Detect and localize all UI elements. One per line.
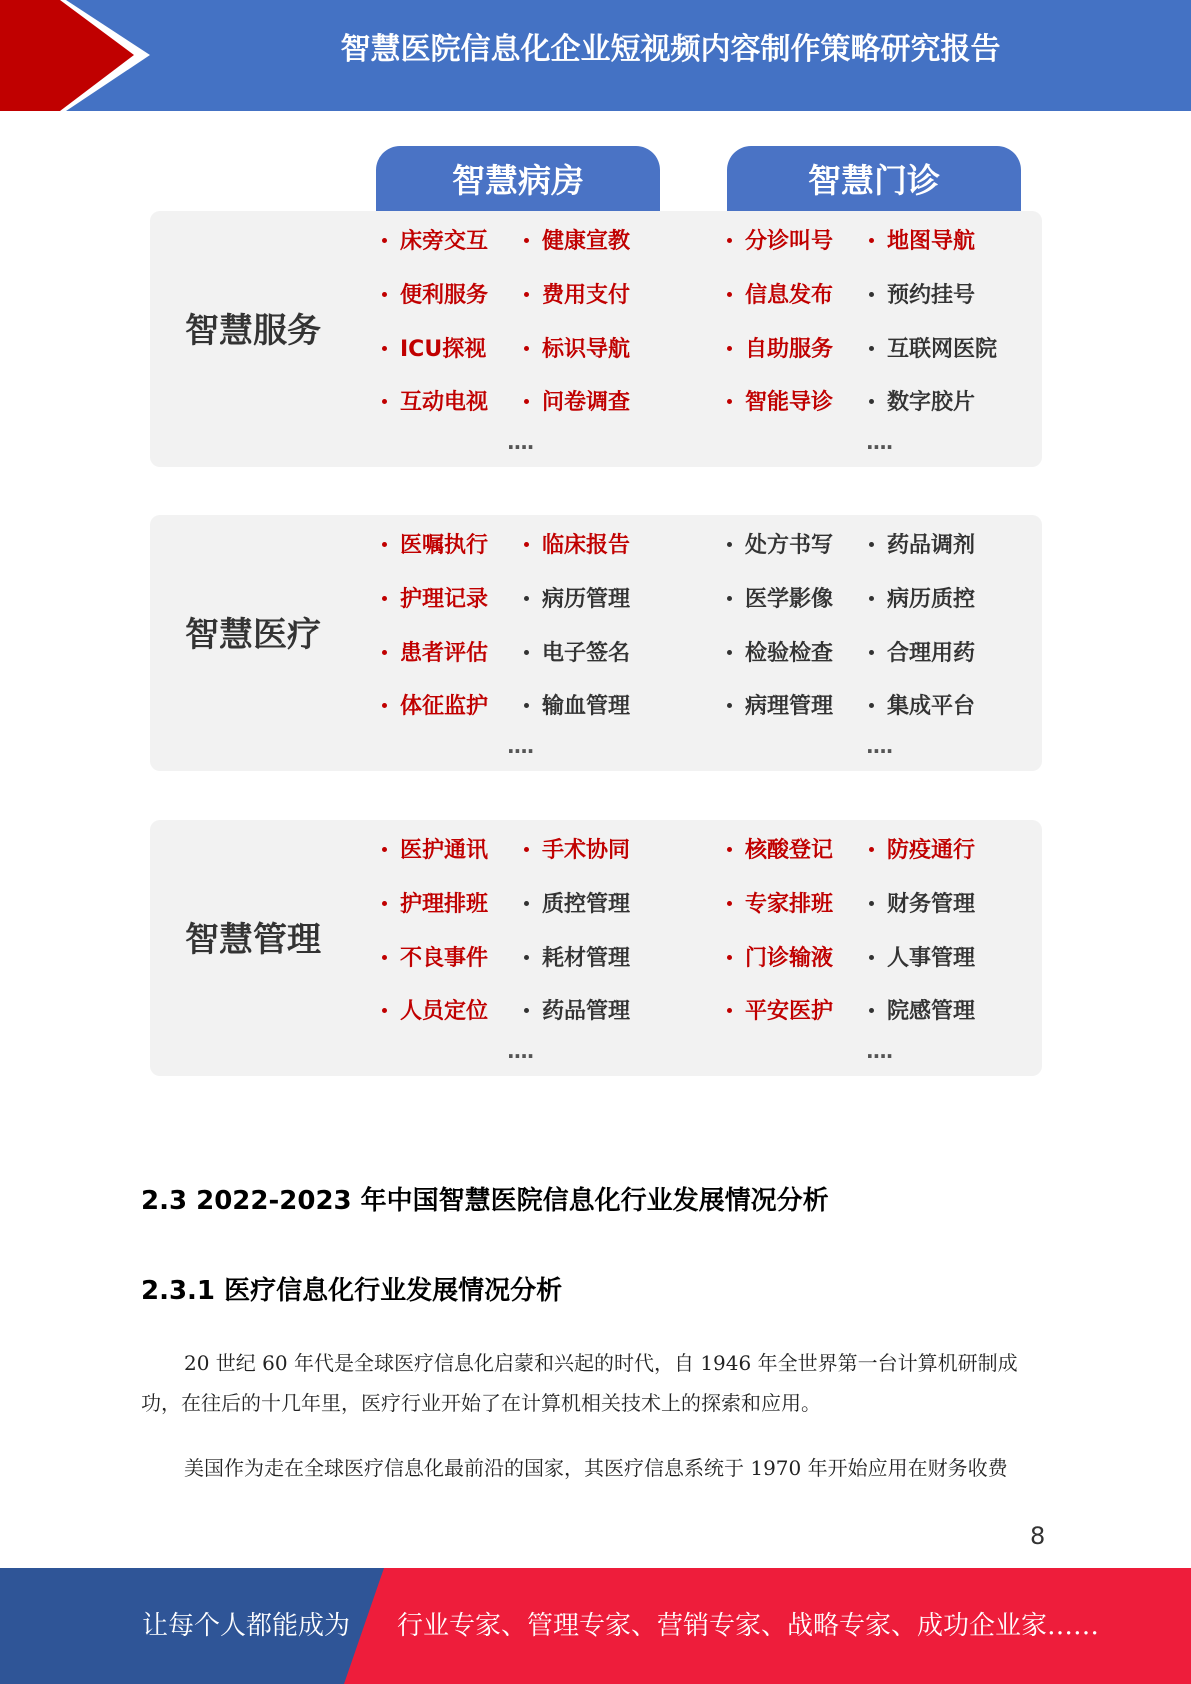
bullet-dot-icon xyxy=(869,399,874,404)
bullet-dot-icon xyxy=(382,901,387,906)
tab-smart-clinic: 智慧门诊 xyxy=(727,146,1021,211)
bullet-dot-icon xyxy=(727,955,732,960)
feature-item xyxy=(727,837,833,865)
bullet-dot-icon xyxy=(869,847,874,852)
bullet-dot-icon xyxy=(869,542,874,547)
feature-item-label: 防疫通行 xyxy=(887,838,976,863)
bullet-dot-icon xyxy=(727,238,732,243)
bullet-dot-icon xyxy=(869,955,874,960)
feature-item xyxy=(869,336,997,364)
feature-item xyxy=(524,693,630,721)
feature-item xyxy=(727,640,833,668)
bullet-dot-icon xyxy=(524,399,529,404)
body-paragraph: 美国作为走在全球医疗信息化最前沿的国家，其医疗信息系统于 1970 年开始应用在财务收费 xyxy=(184,1456,1008,1480)
bullet-dot-icon xyxy=(524,346,529,351)
bullet-dot-icon xyxy=(727,292,732,297)
bullet-dot-icon xyxy=(524,542,529,547)
feature-item-label: 互联网医院 xyxy=(887,337,998,362)
feature-item xyxy=(727,998,833,1026)
bullet-dot-icon xyxy=(524,292,529,297)
feature-item-label: 问卷调查 xyxy=(542,390,631,415)
bullet-dot-icon xyxy=(382,346,387,351)
feature-item xyxy=(869,945,975,973)
feature-item xyxy=(869,837,975,865)
feature-item xyxy=(524,336,630,364)
feature-item-label: 专家排班 xyxy=(745,892,834,917)
feature-item-label: 人员定位 xyxy=(400,999,489,1024)
feature-item-label: 费用支付 xyxy=(542,283,631,308)
feature-item xyxy=(524,640,630,668)
section-heading-2-3-1: 2.3.1 医疗信息化行业发展情况分析 xyxy=(141,1276,563,1306)
feature-item-label: 电子签名 xyxy=(542,641,631,666)
section-heading-2-3: 2.3 2022-2023 年中国智慧医院信息化行业发展情况分析 xyxy=(141,1186,829,1216)
bullet-dot-icon xyxy=(869,650,874,655)
bullet-dot-icon xyxy=(382,955,387,960)
feature-item-label: 平安医护 xyxy=(745,999,834,1024)
bullet-dot-icon xyxy=(727,1008,732,1013)
feature-item xyxy=(382,837,488,865)
more-ellipsis: ···· xyxy=(866,435,893,459)
feature-item xyxy=(869,282,975,310)
feature-item xyxy=(869,998,975,1026)
bullet-dot-icon xyxy=(524,650,529,655)
feature-item-label: 输血管理 xyxy=(542,694,631,719)
feature-item xyxy=(382,891,488,919)
feature-item-label: 智能导诊 xyxy=(745,390,834,415)
bullet-dot-icon xyxy=(382,703,387,708)
feature-item xyxy=(727,389,833,417)
bullet-dot-icon xyxy=(382,847,387,852)
bullet-dot-icon xyxy=(727,703,732,708)
feature-item xyxy=(382,389,488,417)
feature-item xyxy=(524,532,630,560)
feature-item xyxy=(524,282,630,310)
feature-item-label: 分诊叫号 xyxy=(745,229,834,254)
footer-slogan-left: 让每个人都能成为 xyxy=(142,1611,351,1641)
feature-item xyxy=(524,228,630,256)
header-title: 智慧医院信息化企业短视频内容制作策略研究报告 xyxy=(340,32,1001,67)
feature-item xyxy=(869,228,975,256)
feature-item-label: ICU探视 xyxy=(400,337,487,362)
feature-item-label: 医学影像 xyxy=(745,587,834,612)
bullet-dot-icon xyxy=(869,703,874,708)
feature-item xyxy=(382,282,488,310)
feature-item xyxy=(869,891,975,919)
feature-item-label: 财务管理 xyxy=(887,892,976,917)
feature-item-label: 便利服务 xyxy=(400,283,489,308)
feature-item-label: 数字胶片 xyxy=(887,390,976,415)
feature-item xyxy=(727,891,833,919)
feature-item xyxy=(524,837,630,865)
feature-item-label: 检验检查 xyxy=(745,641,834,666)
bullet-dot-icon xyxy=(727,650,732,655)
feature-item xyxy=(869,640,975,668)
feature-item-label: 患者评估 xyxy=(400,641,489,666)
feature-item-label: 门诊输液 xyxy=(745,946,834,971)
feature-item xyxy=(869,532,975,560)
feature-item-label: 核酸登记 xyxy=(745,838,834,863)
feature-item xyxy=(727,945,833,973)
bullet-dot-icon xyxy=(869,346,874,351)
feature-item xyxy=(382,640,488,668)
feature-item-label: 医护通讯 xyxy=(400,838,489,863)
more-ellipsis: ···· xyxy=(866,1044,893,1068)
page-footer xyxy=(0,1568,1191,1684)
feature-item-label: 地图导航 xyxy=(887,229,976,254)
bullet-dot-icon xyxy=(382,650,387,655)
bullet-dot-icon xyxy=(727,346,732,351)
feature-item xyxy=(524,389,630,417)
feature-item xyxy=(524,998,630,1026)
feature-item-label: 医嘱执行 xyxy=(400,533,489,558)
feature-item-label: 人事管理 xyxy=(887,946,976,971)
bullet-dot-icon xyxy=(524,703,529,708)
bullet-dot-icon xyxy=(727,542,732,547)
feature-item xyxy=(382,586,488,614)
feature-item xyxy=(382,693,488,721)
feature-item xyxy=(727,532,833,560)
feature-item xyxy=(382,228,488,256)
bullet-dot-icon xyxy=(524,847,529,852)
bullet-dot-icon xyxy=(382,1008,387,1013)
bullet-dot-icon xyxy=(524,238,529,243)
feature-item xyxy=(727,228,833,256)
feature-item-label: 护理排班 xyxy=(400,892,489,917)
bullet-dot-icon xyxy=(382,542,387,547)
bullet-dot-icon xyxy=(524,596,529,601)
feature-item-label: 自助服务 xyxy=(745,337,834,362)
bullet-dot-icon xyxy=(524,901,529,906)
feature-item-label: 预约挂号 xyxy=(887,283,976,308)
bullet-dot-icon xyxy=(727,901,732,906)
more-ellipsis: ···· xyxy=(507,739,534,763)
bullet-dot-icon xyxy=(382,596,387,601)
feature-item xyxy=(869,586,975,614)
feature-item xyxy=(382,998,488,1026)
feature-item xyxy=(524,891,630,919)
feature-item xyxy=(727,336,833,364)
panel-label: 智慧管理 xyxy=(185,920,321,960)
feature-item-label: 合理用药 xyxy=(887,641,976,666)
bullet-dot-icon xyxy=(382,292,387,297)
bullet-dot-icon xyxy=(382,238,387,243)
header-chevron-graphic xyxy=(0,0,150,111)
feature-item-label: 手术协同 xyxy=(542,838,631,863)
page-number: 8 xyxy=(1030,1522,1046,1550)
feature-item-label: 健康宣教 xyxy=(542,229,631,254)
panel-label: 智慧医疗 xyxy=(185,615,321,655)
bullet-dot-icon xyxy=(727,399,732,404)
bullet-dot-icon xyxy=(869,596,874,601)
page-header xyxy=(0,0,1191,111)
feature-item xyxy=(524,945,630,973)
feature-item-label: 处方书写 xyxy=(745,533,834,558)
bullet-dot-icon xyxy=(869,1008,874,1013)
bullet-dot-icon xyxy=(869,901,874,906)
tab-smart-ward: 智慧病房 xyxy=(376,146,660,211)
footer-slogan-right: 行业专家、管理专家、营销专家、战略专家、成功企业家…… xyxy=(397,1611,1100,1641)
feature-item-label: 病历质控 xyxy=(887,587,976,612)
feature-item-label: 药品调剂 xyxy=(887,533,976,558)
feature-item xyxy=(382,336,486,364)
feature-item-label: 标识导航 xyxy=(542,337,631,362)
body-paragraph: 20 世纪 60 年代是全球医疗信息化启蒙和兴起的时代，自 1946 年全世界第一台计算机研制成功，在往后的十几年里，医疗行业开始了在计算机相关技术上的探索和应用。 xyxy=(141,1351,1018,1415)
more-ellipsis: ···· xyxy=(507,435,534,459)
feature-item-label: 床旁交互 xyxy=(400,229,489,254)
feature-item-label: 质控管理 xyxy=(542,892,631,917)
feature-item-label: 不良事件 xyxy=(400,946,489,971)
more-ellipsis: ···· xyxy=(507,1044,534,1068)
feature-item-label: 病历管理 xyxy=(542,587,631,612)
feature-item xyxy=(727,693,833,721)
bullet-dot-icon xyxy=(869,238,874,243)
feature-item-label: 护理记录 xyxy=(400,587,489,612)
feature-item xyxy=(524,586,630,614)
feature-item-label: 病理管理 xyxy=(745,694,834,719)
bullet-dot-icon xyxy=(524,1008,529,1013)
more-ellipsis: ···· xyxy=(866,739,893,763)
feature-item-label: 互动电视 xyxy=(400,390,489,415)
panel-label: 智慧服务 xyxy=(185,311,321,351)
feature-item-label: 院感管理 xyxy=(887,999,976,1024)
feature-item-label: 体征监护 xyxy=(400,694,489,719)
feature-item xyxy=(727,282,833,310)
feature-item-label: 集成平台 xyxy=(887,694,976,719)
feature-item-label: 药品管理 xyxy=(542,999,631,1024)
bullet-dot-icon xyxy=(382,399,387,404)
feature-item xyxy=(869,693,975,721)
feature-item-label: 信息发布 xyxy=(745,283,834,308)
feature-item-label: 临床报告 xyxy=(542,533,631,558)
feature-item-label: 耗材管理 xyxy=(542,946,631,971)
bullet-dot-icon xyxy=(869,292,874,297)
feature-item xyxy=(382,945,488,973)
bullet-dot-icon xyxy=(727,596,732,601)
feature-item xyxy=(869,389,975,417)
feature-item xyxy=(727,586,833,614)
bullet-dot-icon xyxy=(727,847,732,852)
feature-item xyxy=(382,532,488,560)
bullet-dot-icon xyxy=(524,955,529,960)
